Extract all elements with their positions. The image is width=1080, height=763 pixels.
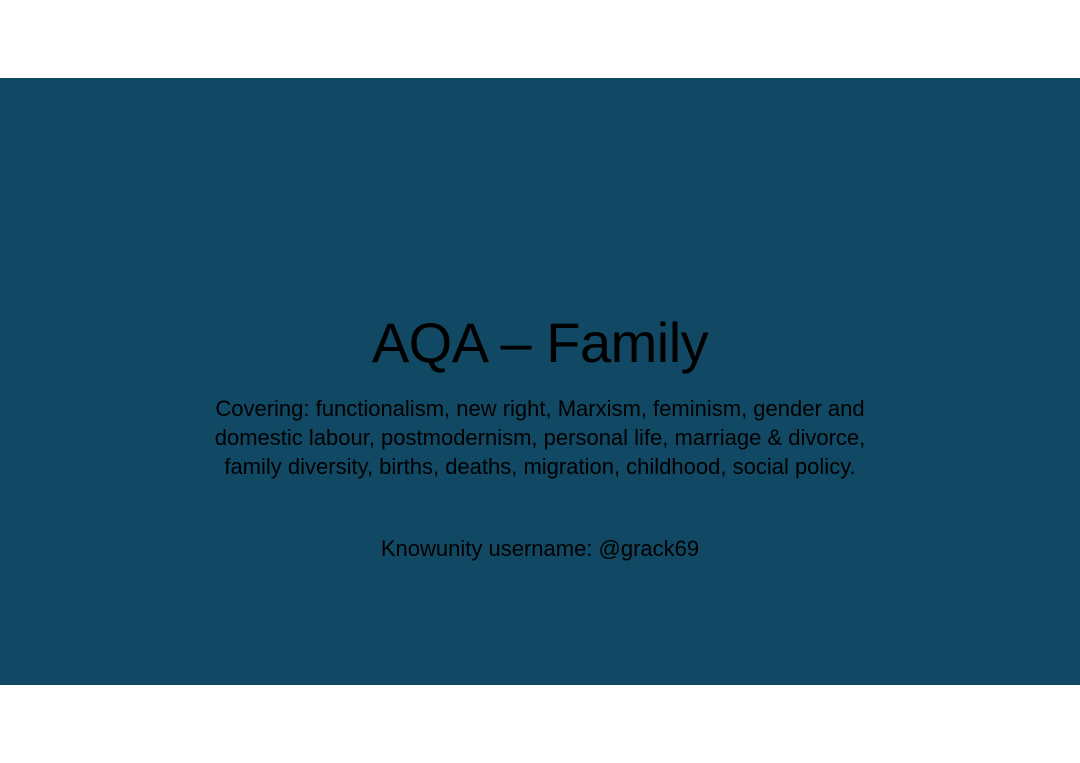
author-username: Knowunity username: @grack69	[380, 536, 700, 561]
slide-subtitle	[130, 394, 950, 481]
subtitle-line: Covering: functionalism, new right, Marxism, feminism, gender and	[215, 396, 865, 421]
title-slide	[0, 78, 1080, 685]
slide-title: AQA – Family	[371, 311, 709, 374]
subtitle-line: family diversity, births, deaths, migration, childhood, social policy.	[224, 454, 856, 479]
subtitle-line: domestic labour, postmodernism, personal life, marriage & divorce,	[214, 425, 866, 450]
